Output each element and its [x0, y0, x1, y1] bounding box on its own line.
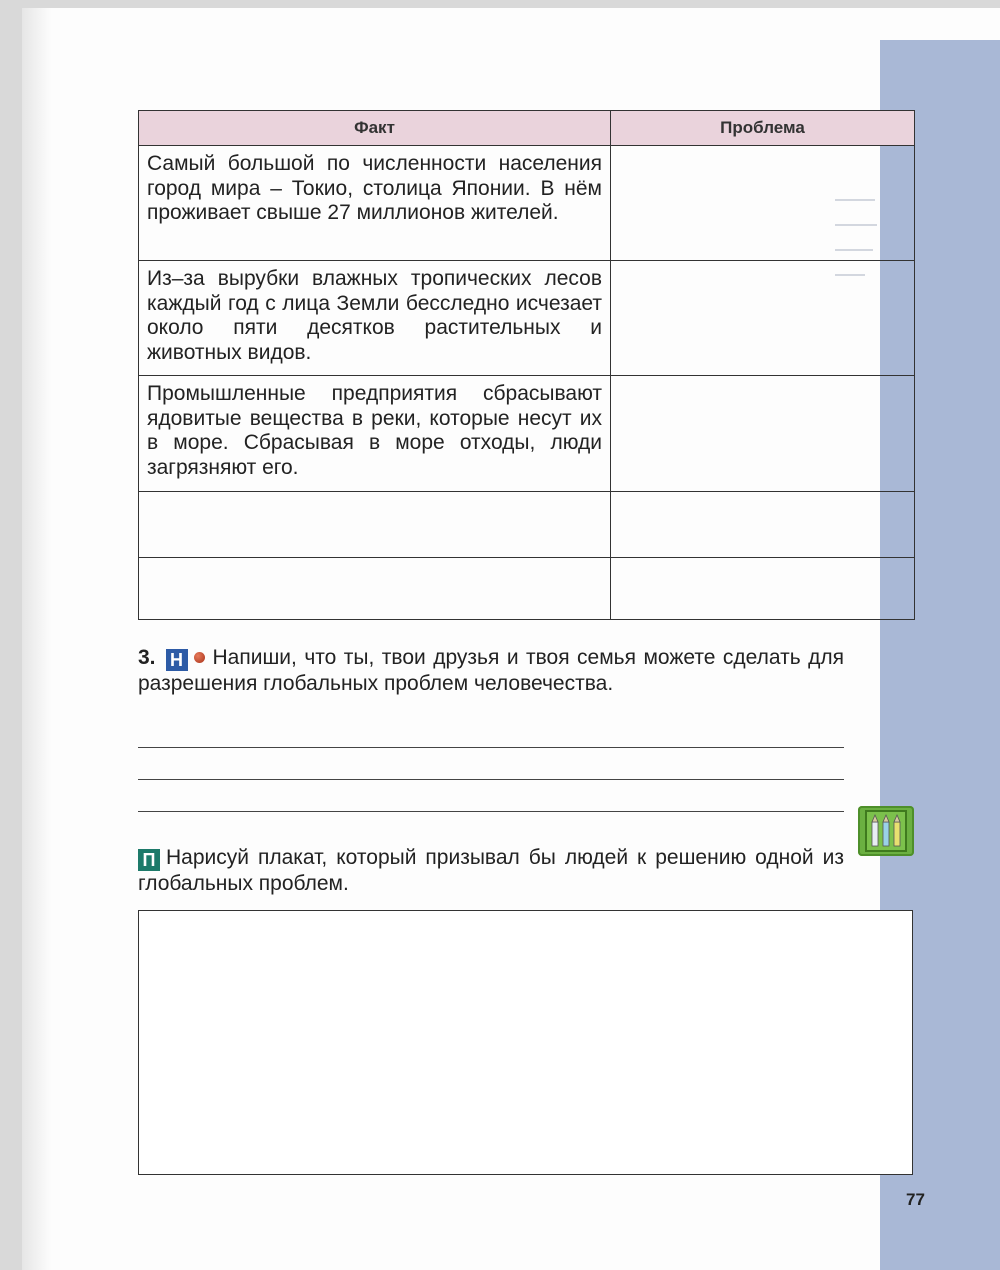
fact-cell[interactable]	[139, 558, 611, 620]
table-row	[139, 376, 915, 492]
problem-cell[interactable]	[611, 261, 915, 376]
fact-cell: Промышленные предприятия сбрасывают ядовитые вещества в реки, которые несут их в море. Сбрасывая в море отходы, люди загрязняют его.	[139, 376, 611, 492]
table-row	[139, 558, 915, 620]
problem-cell[interactable]	[611, 558, 915, 620]
table-row	[139, 261, 915, 376]
answer-line-1[interactable]	[138, 747, 844, 748]
header-problem: Проблема	[611, 111, 915, 146]
table-header-row	[139, 111, 915, 146]
table-row	[139, 146, 915, 261]
poster-drawing-area[interactable]	[138, 910, 913, 1175]
task-3-text: Напиши, что ты, твои друзья и твоя семья можете сделать для разрешения глобальных проблем человечества.	[138, 646, 844, 695]
page-binding-shadow	[22, 8, 52, 1270]
header-fact: Факт	[139, 111, 611, 146]
fact-cell[interactable]	[139, 492, 611, 558]
task-poster	[138, 845, 844, 897]
task-3	[138, 645, 844, 696]
problem-cell[interactable]	[611, 146, 915, 261]
answer-line-2[interactable]	[138, 779, 844, 780]
fact-cell: Из–за вырубки влажных тропических лесов каждый год с лица Земли бесследно исчезает около пяти десятков растительных и животных видов.	[139, 261, 611, 376]
problem-cell[interactable]	[611, 492, 915, 558]
problem-cell[interactable]	[611, 376, 915, 492]
task-poster-text: Нарисуй плакат, который призывал бы людей к решению одной из глобальных проблем.	[138, 846, 844, 895]
answer-line-3[interactable]	[138, 811, 844, 812]
task-number: 3.	[138, 646, 156, 669]
fact-cell: Самый большой по численности населения город мира – Токио, столица Японии. В нём проживает свыше 27 миллионов жителей.	[139, 146, 611, 261]
table-row	[139, 492, 915, 558]
page-number: 77	[906, 1190, 925, 1209]
badge-n: Н	[166, 649, 188, 671]
fact-problem-table	[138, 110, 915, 620]
pencils-icon	[858, 806, 914, 856]
badge-p: П	[138, 849, 160, 871]
dot-icon	[194, 652, 205, 663]
